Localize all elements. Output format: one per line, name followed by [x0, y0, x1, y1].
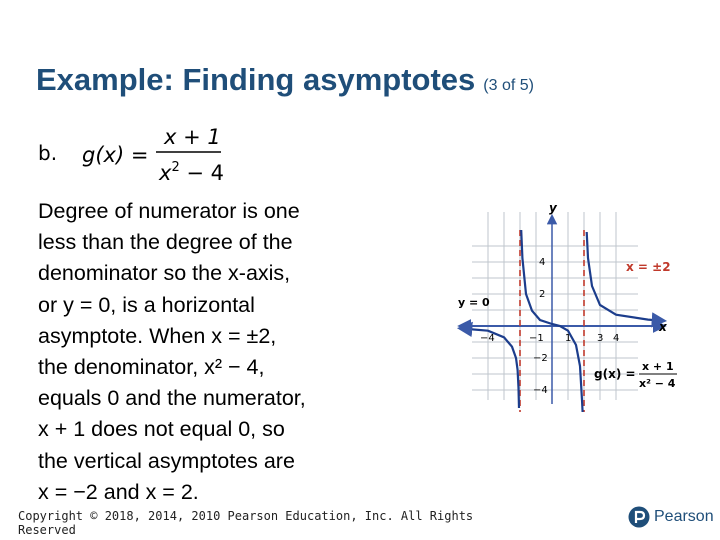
text-line: Degree of numerator is one — [38, 199, 300, 223]
text-line: less than the degree of the — [38, 230, 293, 255]
title-main: Example: Finding asymptotes — [36, 62, 476, 97]
slide-title — [36, 62, 696, 98]
title-sub: (3 of 5) — [483, 77, 534, 94]
function-label-lhs: g(x) = — [594, 367, 636, 381]
formula-label: b. — [38, 141, 58, 165]
text-line: equals 0 and the numerator, — [38, 386, 306, 411]
y-tick-label: −4 — [533, 385, 548, 396]
formula — [38, 122, 238, 188]
function-label-numerator: x + 1 — [642, 360, 674, 373]
formula-denominator-base: x — [159, 161, 172, 185]
formula-denominator-rest: − 4 — [179, 161, 225, 185]
pearson-wordmark: Pearson — [654, 508, 714, 525]
text-line: x + 1 does not equal 0, so — [38, 417, 285, 442]
horizontal-asymptote-label: y = 0 — [458, 296, 490, 309]
y-axis-label: y — [549, 201, 557, 215]
pearson-logo — [628, 505, 716, 529]
y-tick-label: 4 — [539, 257, 546, 268]
vertical-asymptote-label: x = ±2 — [626, 260, 671, 274]
y-tick-label: −2 — [533, 353, 548, 364]
text-line: x = −2 and x = 2. — [38, 479, 199, 504]
formula-numerator: x + 1 — [164, 125, 221, 149]
text-line: asymptote. When x = ±2, — [38, 323, 277, 348]
formula-denominator-exp: 2 — [171, 160, 180, 175]
text-line: the vertical asymptotes are — [38, 448, 295, 473]
x-tick-label: 3 — [597, 333, 604, 344]
x-tick-label: 1 — [565, 333, 572, 344]
text-line: denominator so the x-axis, — [38, 261, 291, 286]
curve-right-branch — [587, 232, 664, 321]
text-line: or y = 0, is a horizontal — [38, 292, 255, 317]
copyright-notice: Copyright © 2018, 2014, 2010 Pearson Education, Inc. All Rights Reserved — [18, 509, 474, 537]
y-tick-label: 2 — [539, 289, 546, 300]
x-axis-label: x — [659, 320, 667, 334]
formula-denominator — [158, 160, 224, 185]
x-tick-label: 4 — [613, 333, 620, 344]
x-tick-label: −4 — [480, 333, 495, 344]
pearson-p-icon — [628, 506, 650, 528]
function-label-denominator: x² − 4 — [639, 377, 676, 390]
explanation-text — [38, 196, 378, 508]
x-tick-label: −1 — [529, 333, 544, 344]
function-graph — [452, 200, 718, 412]
formula-lhs: g(x) = — [82, 143, 149, 167]
text-line: the denominator, x² − 4, — [38, 355, 265, 380]
